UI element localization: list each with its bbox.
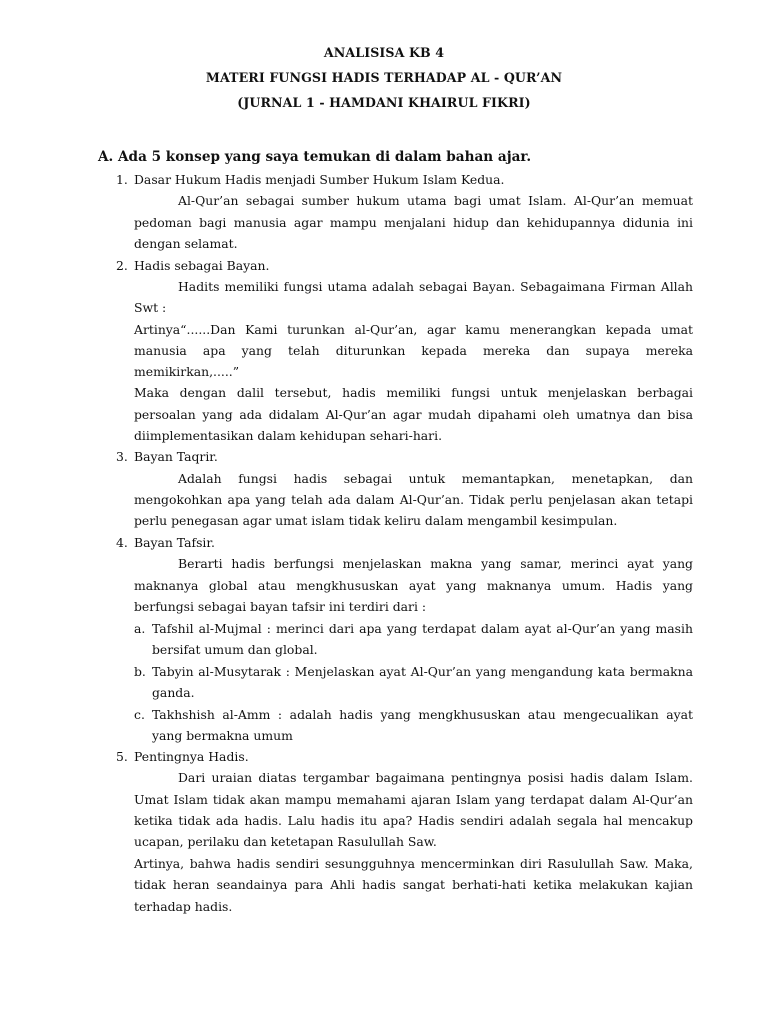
quote-line: Artinya“......Dan Kami turunkan al-Qur’an, agar kamu menerangkan kepada umat bbox=[134, 322, 693, 337]
quote-line: memikirkan,.....” bbox=[134, 364, 240, 379]
item-title: Hadis sebagai Bayan. bbox=[134, 258, 270, 273]
item-paragraph-line: maknanya global atau mengkhususkan ayat yang maknanya umum. Hadis yang bbox=[134, 578, 693, 593]
section-a-heading: A. Ada 5 konsep yang saya temukan di dalam bahan ajar. bbox=[98, 149, 532, 165]
subitem-line: Takhshish al-Amm : adalah hadis yang mengkhususkan atau mengecualikan ayat bbox=[152, 707, 693, 722]
item-number: 5. bbox=[116, 749, 128, 764]
item-paragraph-line: Swt : bbox=[134, 300, 167, 315]
subitem-marker: a. bbox=[134, 621, 146, 636]
item-paragraph-line: pedoman bagi manusia agar mampu menjalani hidup dan kehidupannya didunia ini bbox=[134, 215, 693, 230]
item-paragraph-line: Al-Qur’an sebagai sumber hukum utama bagi umat Islam. Al-Qur’an memuat bbox=[178, 193, 693, 208]
subitem-line: Tafshil al-Mujmal : merinci dari apa yang terdapat dalam ayat al-Qur’an yang masih bbox=[152, 621, 693, 636]
quote-line: manusia apa yang telah diturunkan kepada mereka dan supaya mereka bbox=[134, 343, 693, 358]
item-paragraph-line: Adalah fungsi hadis sebagai untuk memantapkan, menetapkan, dan bbox=[178, 471, 693, 486]
subitem-line: Tabyin al-Musytarak : Menjelaskan ayat Al-Qur’an yang mengandung kata bermakna bbox=[152, 664, 693, 679]
item-paragraph-line: mengokohkan apa yang telah ada dalam Al-Qur’an. Tidak perlu penjelasan akan tetapi bbox=[134, 492, 693, 507]
item-paragraph-line: ucapan, perilaku dan ketetapan Rasulullah Saw. bbox=[134, 834, 437, 849]
subitem-line: yang bermakna umum bbox=[152, 728, 293, 743]
item-number: 3. bbox=[116, 449, 128, 464]
item-paragraph-line: Umat Islam tidak akan mampu memahami ajaran Islam yang terdapat dalam Al-Qur’an bbox=[134, 792, 693, 807]
item-paragraph-line: Artinya, bahwa hadis sendiri sesungguhnya mencerminkan diri Rasulullah Saw. Maka, bbox=[134, 856, 693, 871]
item-paragraph-line: terhadap hadis. bbox=[134, 899, 233, 914]
item-paragraph-line: Berarti hadis berfungsi menjelaskan makna yang samar, merinci ayat yang bbox=[178, 556, 693, 571]
document-title: ANALISISA KB 4 bbox=[323, 45, 445, 60]
item-title: Dasar Hukum Hadis menjadi Sumber Hukum Islam Kedua. bbox=[134, 172, 505, 187]
item-paragraph-line: berfungsi sebagai bayan tafsir ini terdiri dari : bbox=[134, 599, 427, 614]
item-paragraph-line: persoalan yang ada didalam Al-Qur’an agar mudah dipahami oleh umatnya dan bisa bbox=[134, 407, 693, 422]
item-paragraph-line: ketika tidak ada hadis. Lalu hadis itu apa? Hadis sendiri adalah segala hal mencakup bbox=[134, 813, 693, 828]
item-paragraph-line: Dari uraian diatas tergambar bagaimana pentingnya posisi hadis dalam Islam. bbox=[178, 770, 693, 785]
document-subtitle: MATERI FUNGSI HADIS TERHADAP AL - QUR’AN bbox=[205, 70, 563, 85]
item-title: Bayan Tafsir. bbox=[134, 535, 215, 550]
subitem-marker: c. bbox=[134, 707, 145, 722]
item-title: Pentingnya Hadis. bbox=[134, 749, 249, 764]
item-paragraph-line: tidak heran seandainya para Ahli hadis sangat berhati-hati ketika melakukan kajian bbox=[134, 877, 693, 892]
item-paragraph-line: Hadits memiliki fungsi utama adalah sebagai Bayan. Sebagaimana Firman Allah bbox=[178, 279, 693, 294]
item-paragraph-line: diimplementasikan dalam kehidupan sehari-hari. bbox=[134, 428, 443, 443]
subitem-line: bersifat umum dan global. bbox=[152, 642, 318, 657]
item-paragraph-line: perlu penegasan agar umat islam tidak keliru dalam mengambil kesimpulan. bbox=[134, 513, 618, 528]
item-paragraph-line: dengan selamat. bbox=[134, 236, 238, 251]
subitem-line: ganda. bbox=[152, 685, 195, 700]
document-source: (JURNAL 1 - HAMDANI KHAIRUL FIKRI) bbox=[237, 95, 531, 110]
item-number: 4. bbox=[116, 535, 128, 550]
subitem-marker: b. bbox=[134, 664, 146, 679]
item-number: 1. bbox=[116, 172, 128, 187]
item-title: Bayan Taqrir. bbox=[134, 449, 218, 464]
item-paragraph-line: Maka dengan dalil tersebut, hadis memiliki fungsi untuk menjelaskan berbagai bbox=[134, 385, 693, 400]
item-number: 2. bbox=[116, 258, 128, 273]
